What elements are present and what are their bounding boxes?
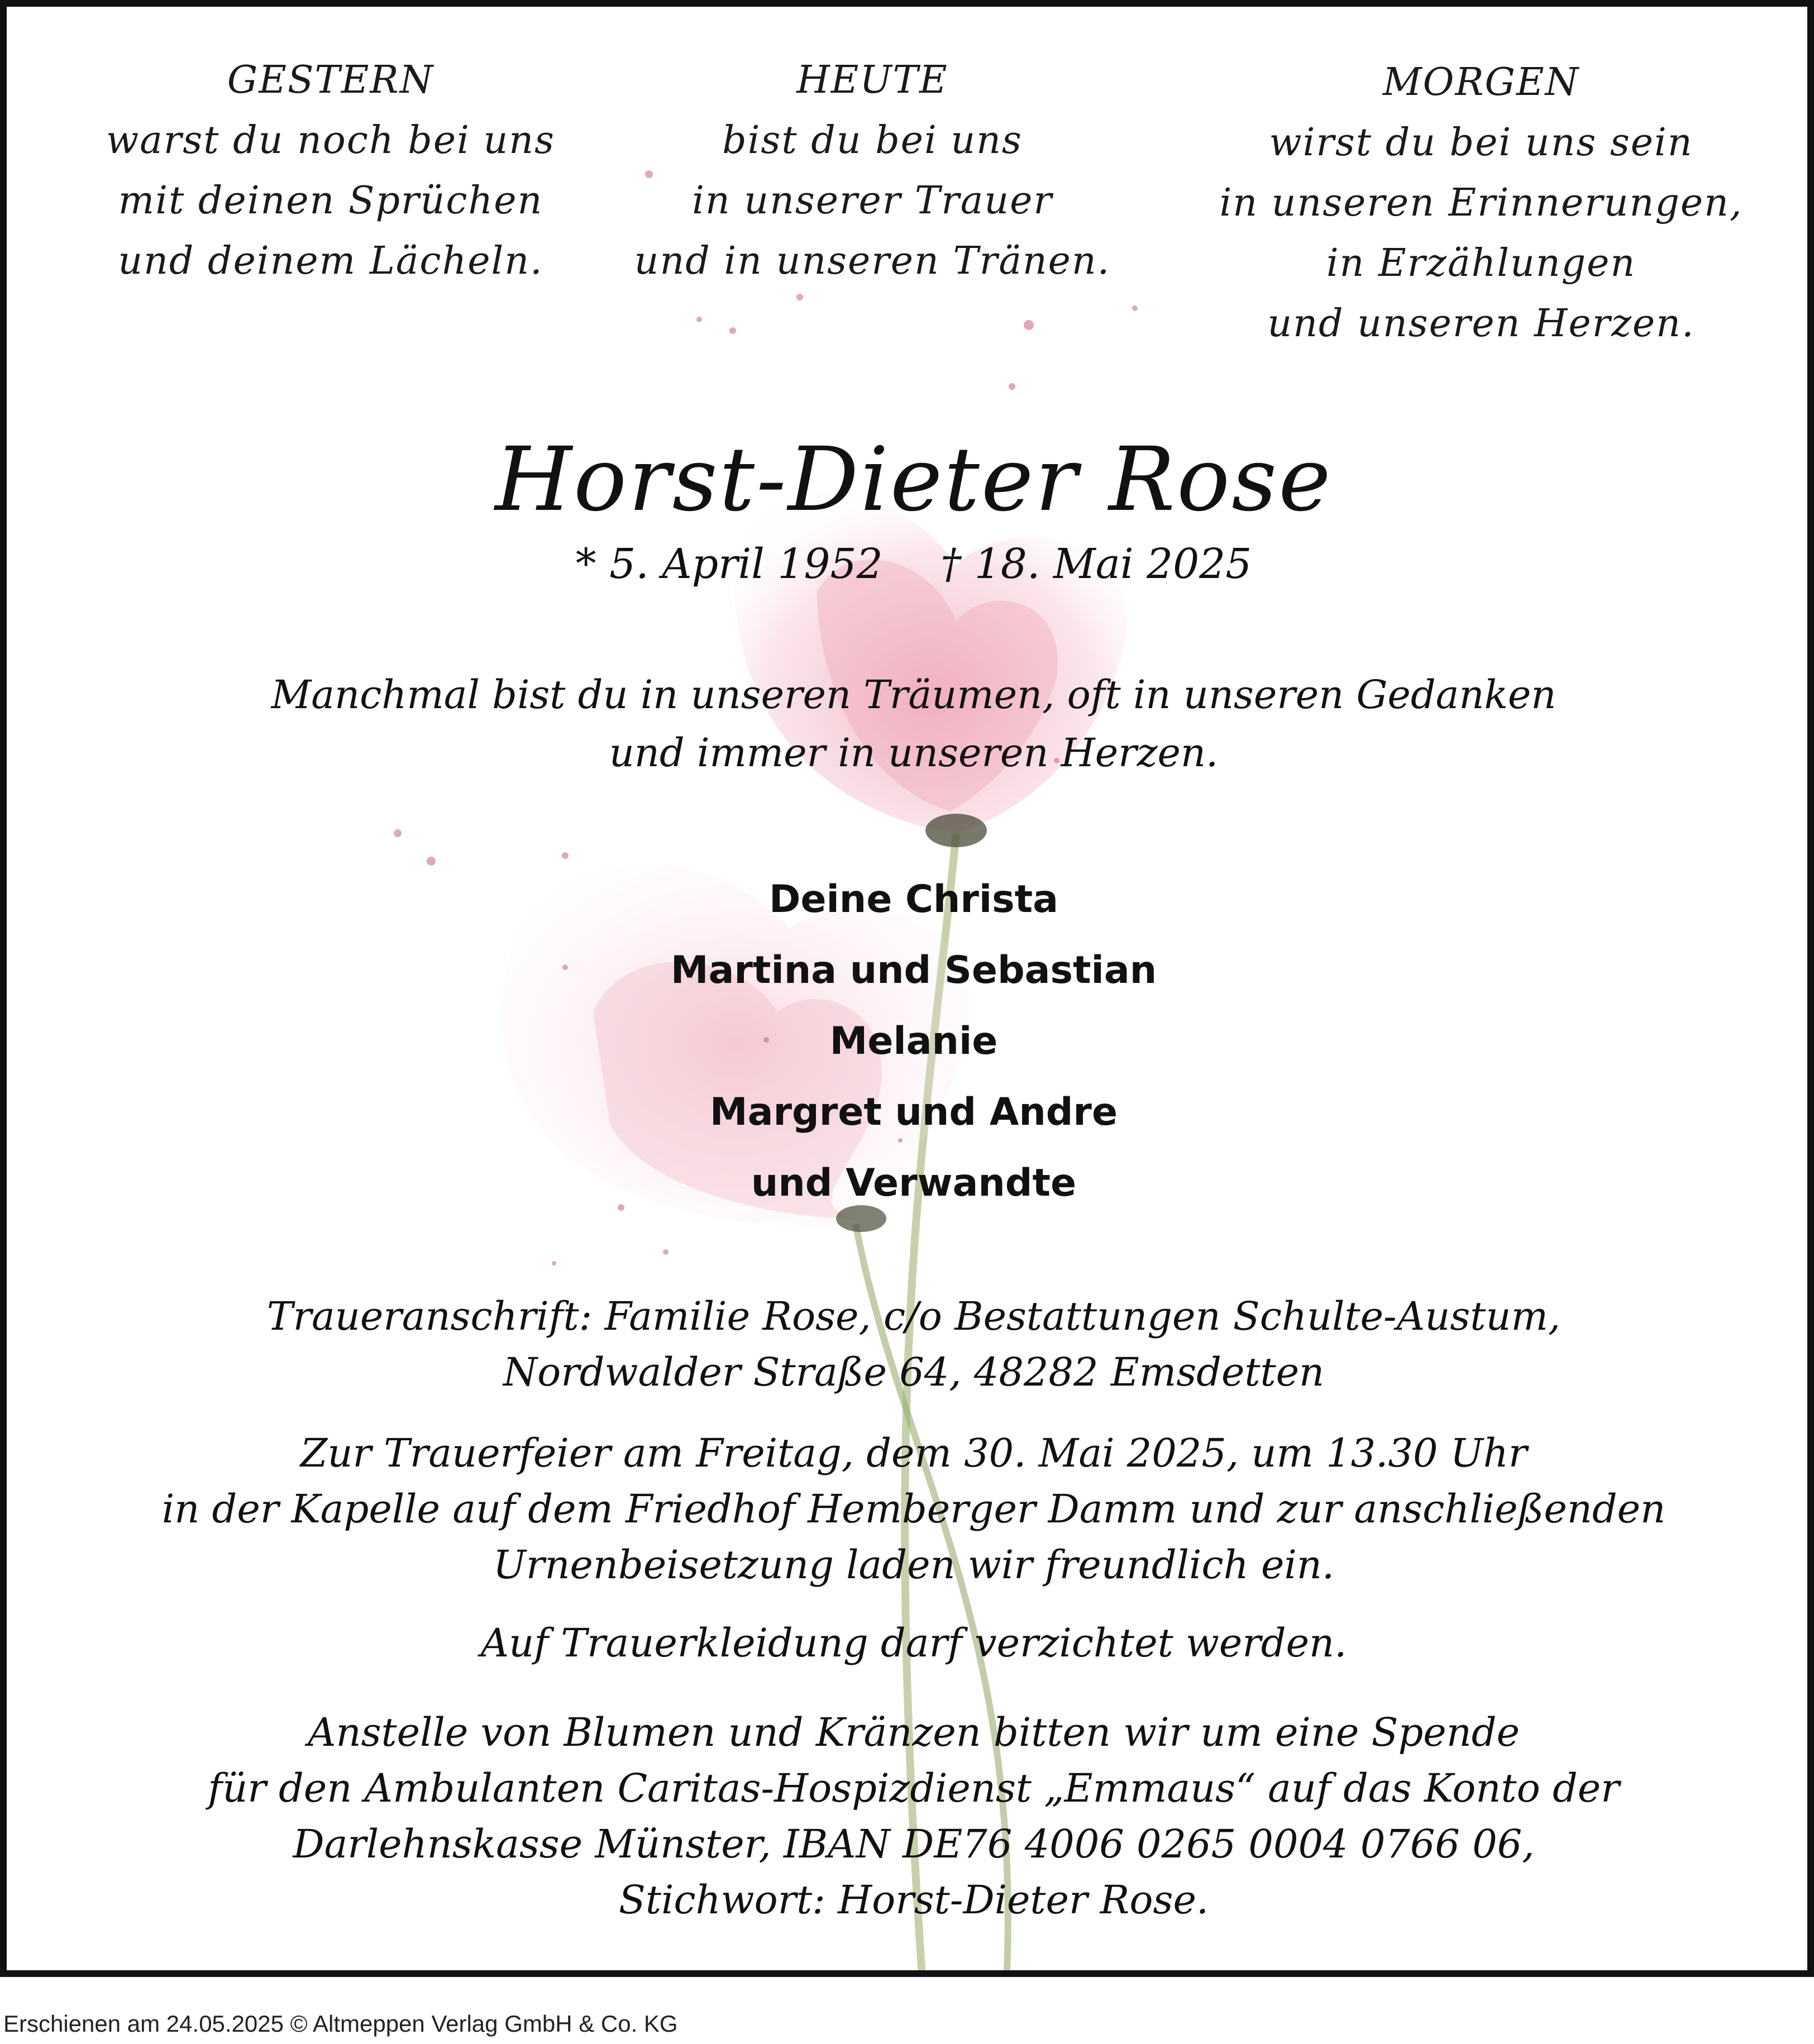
attire-note (7, 1615, 1814, 1671)
donation-line: Anstelle von Blumen und Kränzen bitten wir um eine Spende (307, 1709, 1520, 1755)
attire-line: Auf Trauerkleidung darf verzichtet werden. (480, 1620, 1347, 1666)
poem-line: in unseren Erinnerungen, (1219, 181, 1743, 225)
life-dates (7, 540, 1814, 588)
poem-column-yesterday (51, 50, 610, 292)
poem-column-tomorrow (1185, 52, 1777, 354)
service-line: Zur Trauerfeier am Freitag, dem 30. Mai 2025, um 13.30 Uhr (300, 1430, 1527, 1476)
poem-line: und unseren Herzen. (1267, 302, 1695, 346)
quote-line: Manchmal bist du in unseren Träumen, oft in unseren Gedanken (271, 672, 1557, 718)
poem-line: in unserer Trauer (692, 179, 1053, 223)
family-line: und Verwandte (751, 1161, 1077, 1205)
poem-line: und deinem Lächeln. (118, 239, 543, 283)
family-signatures (7, 864, 1814, 1219)
address-line: Nordwalder Straße 64, 48282 Emsdetten (503, 1349, 1325, 1395)
poem-line: wirst du bei uns sein (1269, 121, 1693, 165)
family-line: Deine Christa (768, 877, 1059, 921)
birth-date: * 5. April 1952 (575, 540, 883, 588)
poem-title-tomorrow: MORGEN (1382, 60, 1580, 104)
service-line: in der Kapelle auf dem Friedhof Hemberger Damm und zur anschließenden (161, 1486, 1666, 1532)
death-date: † 18. Mai 2025 (941, 540, 1252, 588)
family-line: Martina und Sebastian (670, 948, 1157, 992)
poem-line: warst du noch bei uns (106, 118, 555, 163)
donation-line: Stichwort: Horst-Dieter Rose. (618, 1877, 1209, 1923)
poem-line: mit deinen Sprüchen (118, 179, 543, 223)
donation-line: für den Ambulanten Caritas-Hospizdienst „Emmaus“ auf das Konto der (208, 1765, 1620, 1811)
poem-line: bist du bei uns (722, 118, 1023, 163)
poem-line: in Erzählungen (1326, 241, 1636, 285)
service-line: Urnenbeisetzung laden wir freundlich ein. (493, 1542, 1335, 1588)
poem-title-yesterday: GESTERN (227, 58, 435, 102)
poem-line: und in unseren Tränen. (634, 239, 1111, 283)
donation-line: Darlehnskasse Münster, IBAN DE76 4006 0265 0004 0766 06, (293, 1821, 1535, 1867)
donation-request (7, 1704, 1814, 1928)
mourning-address (7, 1288, 1814, 1400)
publication-footer: Erschienen am 24.05.2025 © Altmeppen Verlag GmbH & Co. KG (3, 2010, 678, 2037)
family-line: Melanie (829, 1019, 998, 1063)
family-line: Margret und Andre (709, 1090, 1118, 1134)
deceased-name: Horst-Dieter Rose (495, 428, 1333, 531)
poem-title-today: HEUTE (796, 58, 948, 102)
funeral-service-details (7, 1425, 1814, 1593)
address-line: Traueranschrift: Familie Rose, c/o Bestattungen Schulte-Austum, (266, 1293, 1561, 1339)
quote-line: und immer in unseren Herzen. (609, 730, 1219, 776)
memorial-quote (7, 666, 1814, 782)
poem-column-today (593, 50, 1152, 292)
